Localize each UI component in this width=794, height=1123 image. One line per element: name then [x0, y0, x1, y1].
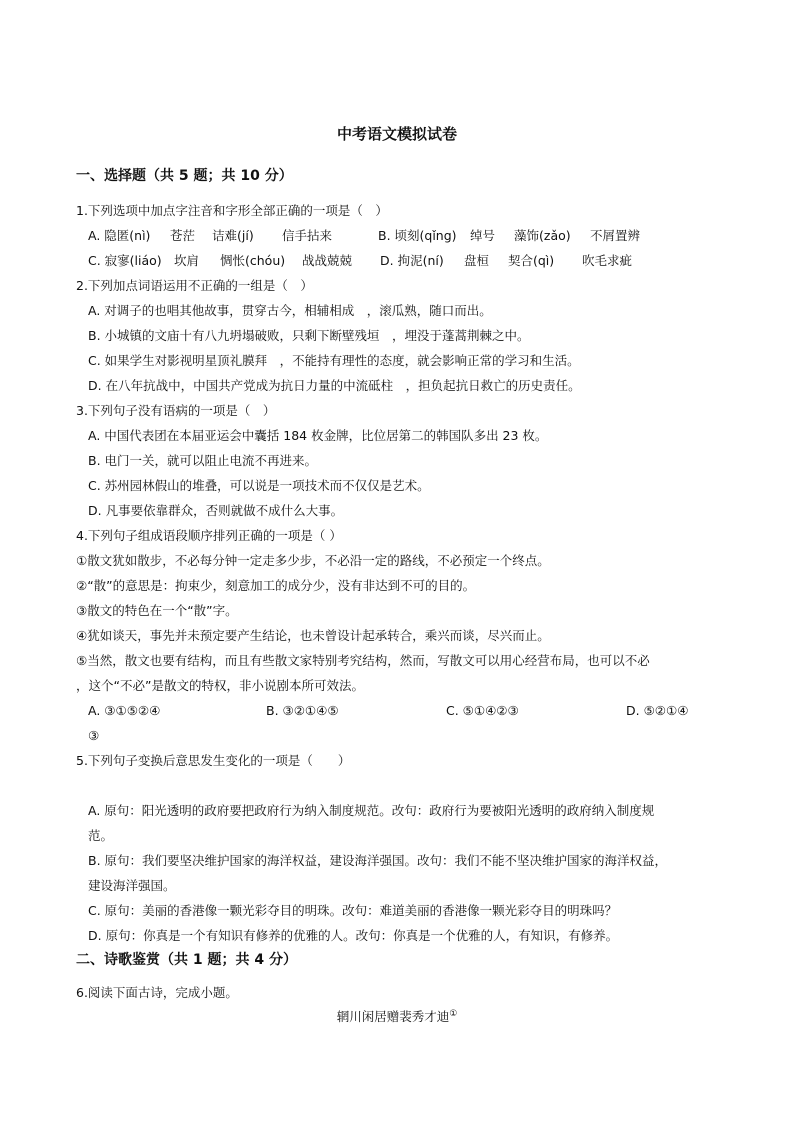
- question-2-stem: 2.下列加点词语运用不正确的一组是（ ）: [76, 278, 313, 293]
- q4-option-d: D. ⑤②①④: [626, 703, 689, 718]
- q4-option-a: A. ③①⑤②④: [88, 703, 161, 718]
- q2-option-b: B. 小城镇的文庙十有八九坍塌破败，只剩下断壁残垣 ，埋没于蓬蒿荆棘之中。: [88, 328, 530, 343]
- q4-sentence-4: ④犹如谈天，事先并未预定要产生结论，也未曾设计起承转合，乘兴而谈，尽兴而止。: [76, 628, 550, 643]
- q1-word: 盘桓: [464, 253, 490, 268]
- q1-option-c: C. 寂寥(liáo): [88, 253, 162, 268]
- q2-option-c: C. 如果学生对影视明星顶礼膜拜 ，不能持有理性的态度，就会影响正常的学习和生活。: [88, 353, 580, 368]
- question-4-stem: 4.下列句子组成语段顺序排列正确的一项是（ ）: [76, 528, 342, 543]
- q3-option-d: D. 凡事要依靠群众，否则就做不成什么大事。: [88, 503, 344, 518]
- q1-word: 惆怅(chóu): [220, 253, 286, 268]
- q4-sentence-5-cont: ，这个“不必”是散文的特权，非小说剧本所可效法。: [76, 678, 364, 693]
- question-1-stem: 1.下列选项中加点字注音和字形全部正确的一项是（ ）: [76, 203, 388, 218]
- page-title: 中考语文模拟试卷: [336, 125, 457, 143]
- q3-option-c: C. 苏州园林假山的堆叠，可以说是一项技术而不仅仅是艺术。: [88, 478, 430, 493]
- poem-footnote-mark: ①: [449, 1008, 458, 1019]
- q5-option-d: D. 原句：你真是一个有知识有修养的优雅的人。改句：你真是一个优雅的人，有知识，有修养。: [88, 928, 619, 943]
- q1-option-b: B. 顷刻(qǐng): [378, 228, 457, 243]
- q1-word: 绰号: [470, 228, 496, 243]
- q5-option-a: A. 原句：阳光透明的政府要把政府行为纳入制度规范。改句：政府行为要被阳光透明的政府纳入制度规: [88, 803, 655, 818]
- question-6-stem: 6.阅读下面古诗，完成小题。: [76, 985, 238, 1000]
- section-heading-choice: 一、选择题（共 5 题；共 10 分）: [76, 168, 293, 184]
- q1-word: 信手拈来: [282, 228, 333, 243]
- q1-word: 战战兢兢: [302, 253, 353, 268]
- q1-word: 藻饰(zǎo): [514, 228, 571, 243]
- q4-sentence-2: ②“散”的意思是：拘束少，刻意加工的成分少，没有非达到不可的目的。: [76, 578, 476, 593]
- poem-title-text: 辋川闲居赠裴秀才迪: [336, 1009, 450, 1024]
- q4-option-c: C. ⑤①④②③: [446, 703, 519, 718]
- q4-sentence-5: ⑤当然，散文也要有结构，而且有些散文家特别考究结构，然而，写散文可以用心经营布局，也可以不必: [76, 653, 650, 668]
- question-5-stem: 5.下列句子变换后意思发生变化的一项是（ ）: [76, 753, 351, 768]
- q5-option-b: B. 原句：我们要坚决维护国家的海洋权益，建设海洋强国。改句：我们不能不坚决维护国家的海洋权益，: [88, 853, 668, 868]
- q5-option-a-cont: 范。: [88, 828, 114, 843]
- q4-option-b: B. ③②①④⑤: [266, 703, 339, 718]
- q1-word: 坎肩: [174, 253, 200, 268]
- q1-word: 不屑置辨: [590, 228, 641, 243]
- q1-option-a: A. 隐匿(nì): [88, 228, 151, 243]
- q3-option-b: B. 电门一关，就可以阻止电流不再进来。: [88, 453, 318, 468]
- q4-sentence-3: ③散文的特色在一个“散”字。: [76, 603, 238, 618]
- q1-word: 契合(qì): [508, 253, 555, 268]
- q1-word: 苍茫: [170, 228, 196, 243]
- q1-word: 吹毛求疵: [582, 253, 633, 268]
- q3-option-a: A. 中国代表团在本届亚运会中囊括 184 枚金牌，比位居第二的韩国队多出 23 枚。: [88, 428, 548, 443]
- q4-sentence-1: ①散文犹如散步，不必每分钟一定走多少步，不必沿一定的路线，不必预定一个终点。: [76, 553, 550, 568]
- q4-option-d-wrap: ③: [88, 728, 100, 743]
- poem-title: [0, 1004, 794, 1029]
- q1-word: 诘难(jí): [212, 228, 254, 243]
- q2-option-a: A. 对调子的也唱其他故事，贯穿古今，相辅相成 ，滚瓜熟，随口而出。: [88, 303, 492, 318]
- q2-option-d: D. 在八年抗战中，中国共产党成为抗日力量的中流砥柱 ，担负起抗日救亡的历史责任。: [88, 378, 581, 393]
- q5-option-c: C. 原句：美丽的香港像一颗光彩夺目的明珠。改句：难道美丽的香港像一颗光彩夺目的明珠吗？: [88, 903, 618, 918]
- question-3-stem: 3.下列句子没有语病的一项是（ ）: [76, 403, 276, 418]
- q5-option-b-cont: 建设海洋强国。: [88, 878, 176, 893]
- q1-option-d: D. 拘泥(ní): [380, 253, 444, 268]
- section-heading-poetry: 二、诗歌鉴赏（共 1 题；共 4 分）: [76, 952, 297, 968]
